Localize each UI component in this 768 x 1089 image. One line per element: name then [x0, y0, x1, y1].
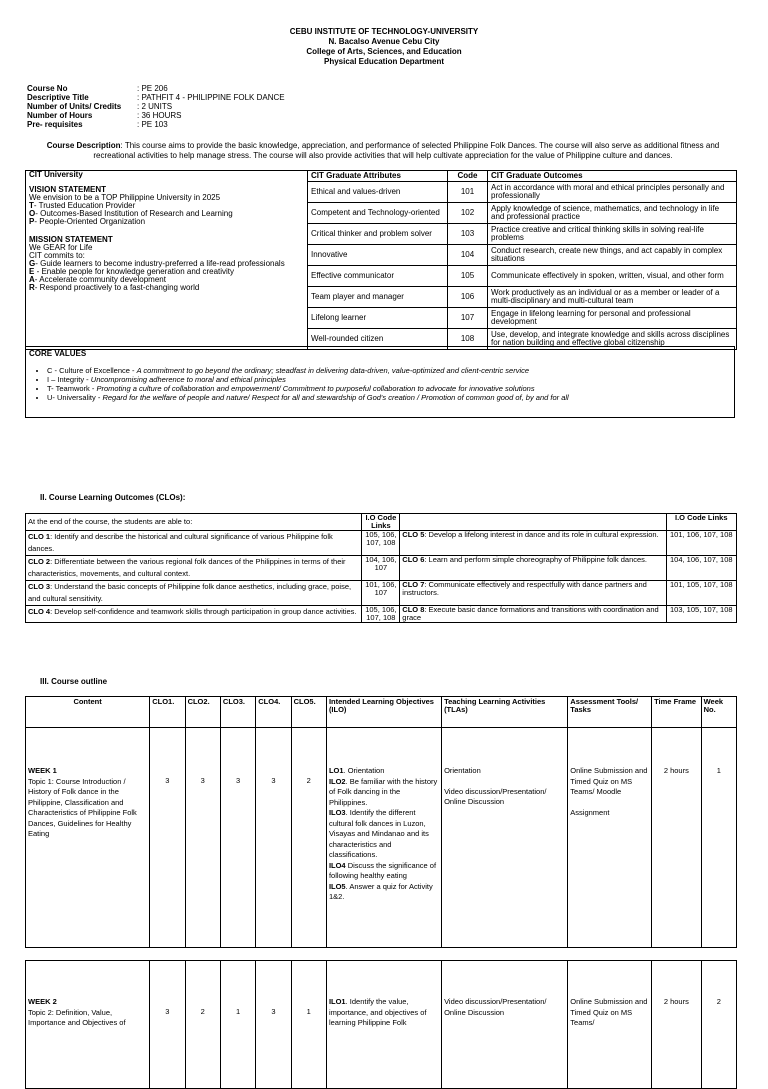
- core-value-item: [47, 393, 731, 402]
- university-statements: [26, 171, 308, 350]
- clo-code: 104, 106, 107: [362, 556, 400, 581]
- vision-letter: O: [29, 209, 36, 218]
- course-outline-table-continued: [25, 960, 737, 1089]
- clo-label: CLO 7: [402, 580, 425, 589]
- course-description: [27, 141, 739, 161]
- core-value-item: [47, 375, 731, 384]
- clo-label: CLO 1: [28, 532, 51, 541]
- clo-left: [26, 531, 362, 556]
- ilo-text: . Identify the value, importance, and objectives of learning Philippine Folk: [328, 997, 427, 1027]
- week-row: [26, 961, 737, 1089]
- course-info-row: [27, 111, 285, 120]
- tla-item: Orientation: [444, 766, 481, 775]
- clo-code: 101, 105, 107, 108: [666, 581, 736, 606]
- clo-left: [26, 581, 362, 606]
- clo-text: : Understand the basic concepts of Philippine folk dance aesthetics, including grace, poise, and cultural sensitivity.: [28, 582, 352, 603]
- attribute-cell: Ethical and values-driven: [308, 182, 448, 203]
- mission-item-text: - Accelerate community development: [34, 275, 166, 284]
- info-label: Course No: [27, 84, 68, 93]
- info-label: Descriptive Title: [27, 93, 89, 102]
- outline-header-row: [26, 697, 737, 728]
- week-label: WEEK 2: [28, 997, 57, 1006]
- vision-item: [29, 218, 304, 226]
- clo-text: : Develop self-confidence and teamwork skills through participation in group dance activities.: [50, 607, 357, 616]
- ilo-cell: [326, 961, 441, 1089]
- clo-label: CLO 2: [28, 557, 51, 566]
- clo-code-header: I.O Code Links: [666, 514, 736, 531]
- header-clo5: CLO5.: [291, 697, 326, 728]
- attribute-cell: Effective communicator: [308, 266, 448, 287]
- vision-item-text: - People-Oriented Organization: [34, 217, 146, 226]
- clo-row: [26, 531, 737, 556]
- clo-left: [26, 606, 362, 623]
- code-cell: 107: [448, 308, 488, 329]
- department-name: Physical Education Department: [323, 57, 445, 66]
- core-value-desc: Promoting a culture of collaboration and empowerment/ Commitment to purposeful collaboration to advocate for innovative solutions: [96, 384, 535, 393]
- core-value-desc: A commitment to go beyond the ordinary; steadfast in delivering data-driven, value-optimized and client-centric service: [136, 366, 530, 375]
- mission-item-text: - Respond proactively to a fast-changing world: [34, 283, 200, 292]
- clo-row: [26, 581, 737, 606]
- code-cell: 101: [448, 182, 488, 203]
- ilo-label: ILO3: [328, 808, 346, 817]
- clo-text: : Differentiate between the various regional folk dances of the Philippines in terms of their characteristics, movements, and cultural context.: [28, 557, 346, 578]
- week-number: 1: [701, 728, 736, 948]
- ilo-label: ILO2: [328, 776, 346, 786]
- info-value: : PATHFIT 4 - PHILIPPINE FOLK DANCE: [137, 93, 285, 102]
- header-time-frame: Time Frame: [652, 697, 701, 728]
- ilo-label: ILO5: [328, 881, 346, 891]
- core-value-name: U- Universality -: [47, 393, 103, 402]
- code-cell: 104: [448, 245, 488, 266]
- core-value-name: I – Integrity -: [47, 375, 91, 384]
- clo-right: [400, 531, 666, 556]
- clo3-value: 1: [220, 961, 255, 1089]
- ilo-label: LO1: [328, 766, 344, 775]
- vision-item-text: - Outcomes-Based Institution of Research and Learning: [35, 209, 233, 218]
- header-week-no: Week No.: [701, 697, 736, 728]
- clo-label: CLO 4: [28, 607, 51, 616]
- header-clo3: CLO3.: [220, 697, 255, 728]
- clo-label: CLO 8: [402, 605, 425, 614]
- clo-section-title: II. Course Learning Outcomes (CLOs):: [40, 493, 186, 502]
- info-value: : 36 HOURS: [137, 111, 182, 120]
- code-cell: 106: [448, 287, 488, 308]
- clo4-value: 3: [256, 961, 291, 1089]
- core-value-desc: Regard for the welfare of people and nature/ Respect for all and stewardship of God's creation / Promotion of common good of, by and for all: [102, 393, 569, 402]
- vision-text: We envision to be a TOP Philippine University in 2025: [29, 193, 221, 202]
- graduate-attributes-table: [25, 170, 737, 350]
- ilo-text: . Answer a quiz for Activity 1&2.: [328, 881, 433, 901]
- clo-code: 105, 106, 107, 108: [362, 531, 400, 556]
- time-frame-value: 2 hours: [652, 728, 701, 948]
- info-label: Pre- requisites: [27, 120, 83, 129]
- info-label: Number of Units/ Credits: [27, 102, 122, 111]
- tla-item: Video discussion/Presentation/ Online Discussion: [444, 786, 547, 806]
- clo-table: [25, 513, 737, 623]
- course-outline-table: [25, 696, 737, 948]
- column-header-attributes: CIT Graduate Attributes: [308, 171, 448, 182]
- clo-row: [26, 556, 737, 581]
- vision-letter: P: [29, 217, 35, 226]
- clo2-value: 2: [185, 961, 220, 1089]
- clo5-value: 2: [291, 728, 326, 948]
- core-values-title: CORE VALUES: [29, 349, 87, 358]
- mission-line: CIT commits to:: [29, 251, 85, 260]
- clo-label: CLO 3: [28, 582, 51, 591]
- clo-label: CLO 5: [402, 530, 425, 539]
- info-value: : PE 206: [137, 84, 168, 93]
- clo-text: : Identify and describe the historical and cultural significance of various Philippine folk dances.: [28, 532, 333, 553]
- ilo-label: ILO1: [328, 997, 346, 1006]
- mission-letter: R: [29, 283, 35, 292]
- clo-code: 101, 106, 107: [362, 581, 400, 606]
- outcome-cell: Practice creative and critical thinking skills in solving real-life problems: [488, 224, 737, 245]
- university-address: N. Bacalso Avenue Cebu City: [328, 37, 440, 46]
- header-ilo: Intended Learning Objectives (ILO): [326, 697, 441, 728]
- course-info-row: [27, 93, 285, 102]
- ilo-text: . Orientation: [343, 766, 385, 775]
- clo4-value: 3: [256, 728, 291, 948]
- vision-letter: T: [29, 201, 34, 210]
- outcome-cell: Apply knowledge of science, mathematics, and technology in life and professional practice: [488, 203, 737, 224]
- university-name: CEBU INSTITUTE OF TECHNOLOGY-UNIVERSITY: [289, 27, 479, 36]
- mission-letter: E: [29, 267, 35, 276]
- header-clo1: CLO1.: [150, 697, 185, 728]
- attribute-cell: Lifelong learner: [308, 308, 448, 329]
- attribute-cell: Team player and manager: [308, 287, 448, 308]
- description-text: : This course aims to provide the basic knowledge, appreciation, and performance of selected Philippine Folk Dances. The course will also serve as additional fitness and recreational activities to help manage stress. The course will also provide activities that will help cultivate appreciation for the value of Philippine culture and dances.: [93, 141, 720, 160]
- clo2-value: 3: [185, 728, 220, 948]
- ilo-text: Discuss the significance of following healthy eating: [328, 860, 437, 880]
- week-topic: Topic 2: Definition, Value, Importance and Objectives of: [28, 1007, 126, 1027]
- clo-code: 103, 105, 107, 108: [666, 606, 736, 623]
- outcome-cell: Communicate effectively in spoken, written, visual, and other form: [488, 266, 737, 287]
- core-value-name: C - Culture of Excellence -: [47, 366, 137, 375]
- ilo-label: ILO4: [328, 860, 346, 870]
- week-content: [26, 961, 150, 1089]
- attribute-cell: Competent and Technology-oriented: [308, 203, 448, 224]
- clo-right: [400, 581, 666, 606]
- clo-text: : Develop a lifelong interest in dance and its role in cultural expression.: [424, 530, 659, 539]
- attribute-cell: Critical thinker and problem solver: [308, 224, 448, 245]
- header-clo2: CLO2.: [185, 697, 220, 728]
- mission-title: MISSION STATEMENT: [29, 235, 113, 244]
- clo-blank-header: [400, 514, 666, 531]
- week-topic: Topic 1: Course Introduction / History of Folk dance in the Philippine, Classification and Characteristics of Philippine Folk Dances, Guidelines for Healthy Eating: [28, 776, 137, 838]
- clo-code: 101, 106, 107, 108: [666, 531, 736, 556]
- mission-line: We GEAR for Life: [29, 243, 93, 252]
- core-value-name: T- Teamwork -: [47, 384, 97, 393]
- attribute-cell: Well-rounded citizen: [308, 329, 448, 350]
- clo-text: : Execute basic dance formations and transitions with coordination and grace: [402, 605, 659, 622]
- clo-intro: At the end of the course, the students are able to:: [26, 514, 362, 531]
- document-header: [0, 27, 768, 67]
- core-values-list: [29, 366, 731, 402]
- mission-letter: G: [29, 259, 36, 268]
- core-value-desc: Uncompromising adherence to moral and ethical principles: [90, 375, 286, 384]
- time-frame-value: 2 hours: [652, 961, 701, 1089]
- tla-cell: Video discussion/Presentation/ Online Discussion: [442, 961, 568, 1089]
- ilo-text: . Be familiar with the history of Folk dancing in the Philippines.: [328, 776, 438, 807]
- week-number: 2: [701, 961, 736, 1089]
- outcome-cell: Act in accordance with moral and ethical principles personally and professionally: [488, 182, 737, 203]
- week-row: [26, 728, 737, 948]
- assessment-item: Assignment: [570, 807, 610, 817]
- week-label: WEEK 1: [28, 766, 57, 775]
- code-cell: 108: [448, 329, 488, 350]
- clo-left: [26, 556, 362, 581]
- clo1-value: 3: [150, 961, 185, 1089]
- course-info: [27, 84, 285, 129]
- column-header-code: Code: [448, 171, 488, 182]
- course-info-row: [27, 102, 285, 111]
- mission-item-text: - Guide learners to become industry-preferred a life-read professionals: [35, 259, 285, 268]
- header-assessment: Assessment Tools/ Tasks: [568, 697, 652, 728]
- column-header-outcomes: CIT Graduate Outcomes: [488, 171, 737, 182]
- clo-row: [26, 606, 737, 623]
- core-value-item: [47, 384, 731, 393]
- vision-item-text: - Trusted Education Provider: [33, 201, 136, 210]
- course-info-row: [27, 120, 285, 129]
- clo-label: CLO 6: [402, 555, 425, 564]
- assessment-cell: [568, 728, 652, 948]
- vision-title: VISION STATEMENT: [29, 185, 107, 194]
- outline-section-title: III. Course outline: [40, 677, 108, 686]
- clo-right: [400, 606, 666, 623]
- clo-right: [400, 556, 666, 581]
- clo5-value: 1: [291, 961, 326, 1089]
- outcome-cell: Conduct research, create new things, and act capably in complex situations: [488, 245, 737, 266]
- mission-item-text: - Enable people for knowledge generation and creativity: [34, 267, 235, 276]
- header-tla: Teaching Learning Activities (TLAs): [442, 697, 568, 728]
- outcome-cell: Engage in lifelong learning for personal and professional development: [488, 308, 737, 329]
- header-content: Content: [26, 697, 150, 728]
- code-cell: 103: [448, 224, 488, 245]
- core-value-item: [47, 366, 731, 375]
- ilo-cell: [326, 728, 441, 948]
- outcome-cell: Work productively as an individual or as a member or leader of a multi-disciplinary and multi-cultural team: [488, 287, 737, 308]
- week-content: [26, 728, 150, 948]
- code-cell: 102: [448, 203, 488, 224]
- info-value: : 2 UNITS: [137, 102, 173, 111]
- clo1-value: 3: [150, 728, 185, 948]
- ilo-text: . Identify the different cultural folk dances in Luzon, Visayas and Mindanao and its characteristics and classifications.: [328, 808, 429, 859]
- clo-code: 105, 106, 107, 108: [362, 606, 400, 623]
- info-value: : PE 103: [137, 120, 168, 129]
- info-label: Number of Hours: [27, 111, 93, 120]
- university-heading: CIT University: [29, 170, 83, 179]
- course-info-row: [27, 84, 285, 93]
- header-clo4: CLO4.: [256, 697, 291, 728]
- clo-code: 104, 106, 107, 108: [666, 556, 736, 581]
- core-values-box: [25, 346, 735, 418]
- tla-cell: [442, 728, 568, 948]
- college-name: College of Arts, Sciences, and Education: [306, 47, 462, 56]
- clo3-value: 3: [220, 728, 255, 948]
- clo-text: : Learn and perform simple choreography of Philippine folk dances.: [424, 555, 648, 564]
- mission-letter: A: [29, 275, 35, 284]
- mission-item: [29, 284, 304, 292]
- clo-text: : Communicate effectively and respectfully with dance partners and instructors.: [402, 580, 647, 597]
- outcome-cell: Use, develop, and integrate knowledge and skills across disciplines for nation building and effective global citizenship: [488, 329, 737, 350]
- clo-code-header: I.O Code Links: [362, 514, 400, 531]
- code-cell: 105: [448, 266, 488, 287]
- description-label: Course Description: [46, 141, 121, 150]
- assessment-cell: Online Submission and Timed Quiz on MS Teams/: [568, 961, 652, 1089]
- attribute-cell: Innovative: [308, 245, 448, 266]
- assessment-item: Online Submission and Timed Quiz on MS Teams/ Moodle: [570, 766, 648, 796]
